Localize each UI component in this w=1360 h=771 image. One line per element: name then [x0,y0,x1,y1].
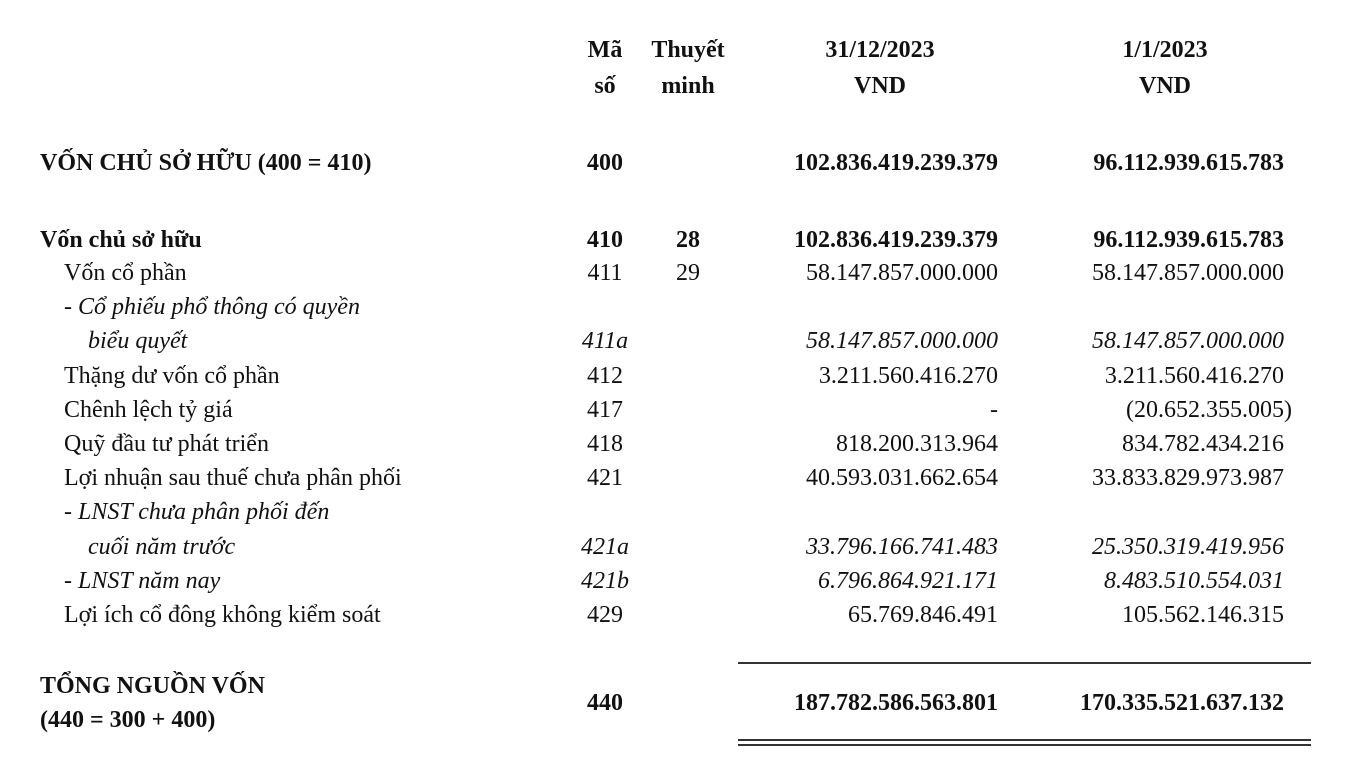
header-col-a-unit: VND [854,73,906,99]
row-411a-label-line1: - Cổ phiếu phổ thông có quyền [64,294,360,320]
header-col-a-date: 31/12/2023 [825,37,935,63]
row-421a-label-line1: - LNST chưa phân phối đến [64,499,330,525]
row-418-label: Quỹ đầu tư phát triển [64,431,269,457]
row-417-label: Chênh lệch tỷ giá [64,397,233,423]
row-421b-value-a: 6.796.864.921.171 [818,568,998,594]
row-411-value-a: 58.147.857.000.000 [806,260,998,286]
row-440-code: 440 [587,690,623,716]
header-thuyet-minh-line2: minh [661,73,715,99]
row-411-note: 29 [676,260,700,286]
row-421-value-a: 40.593.031.662.654 [806,465,998,491]
row-418-value-b: 834.782.434.216 [1122,431,1284,457]
total-top-rule [738,662,1311,664]
row-440-label-line1: TỔNG NGUỒN VỐN [40,673,265,699]
row-412-code: 412 [587,363,623,389]
row-411a-value-a: 58.147.857.000.000 [806,328,998,354]
row-429-label: Lợi ích cổ đông không kiểm soát [64,602,381,628]
row-410-code: 410 [587,227,623,253]
header-col-b-date: 1/1/2023 [1122,37,1208,63]
header-ma-so-line2: số [594,73,616,99]
row-421a-label-line2: cuối năm trước [88,534,236,560]
row-410-value-a: 102.836.419.239.379 [794,227,998,253]
row-421b-value-b: 8.483.510.554.031 [1104,568,1284,594]
header-ma-so-line1: Mã [587,37,623,63]
row-421b-code: 421b [581,568,629,594]
row-410-label: Vốn chủ sở hữu [40,227,202,253]
row-421-value-b: 33.833.829.973.987 [1092,465,1284,491]
row-410-value-b: 96.112.939.615.783 [1093,227,1284,253]
row-412-value-a: 3.211.560.416.270 [818,363,998,389]
header-col-b-unit: VND [1139,73,1191,99]
row-411a-value-b: 58.147.857.000.000 [1092,328,1284,354]
row-400-label: VỐN CHỦ SỞ HỮU (400 = 410) [40,150,372,176]
row-411a-code: 411a [581,328,629,354]
row-412-value-b: 3.211.560.416.270 [1104,363,1284,389]
row-412-label: Thặng dư vốn cổ phần [64,363,280,389]
row-418-code: 418 [587,431,623,457]
row-411-code: 411 [587,260,623,286]
row-421b-label: - LNST năm nay [64,568,221,594]
row-400-value-b: 96.112.939.615.783 [1093,150,1284,176]
row-429-value-b: 105.562.146.315 [1122,602,1284,628]
row-411a-label-line2: biểu quyết [88,328,188,354]
row-411-label: Vốn cổ phần [64,260,187,286]
row-400-value-a: 102.836.419.239.379 [794,150,998,176]
row-429-value-a: 65.769.846.491 [848,602,998,628]
row-440-value-b: 170.335.521.637.132 [1080,690,1284,716]
row-411-value-b: 58.147.857.000.000 [1092,260,1284,286]
row-421a-value-b: 25.350.319.419.956 [1092,534,1284,560]
row-421a-code: 421a [581,534,629,560]
total-double-rule-upper [738,739,1311,741]
row-410-note: 28 [676,227,700,253]
row-417-value-a: - [990,397,998,423]
row-400-code: 400 [587,150,623,176]
row-417-code: 417 [587,397,623,423]
row-429-code: 429 [587,602,623,628]
row-421a-value-a: 33.796.166.741.483 [806,534,998,560]
row-418-value-a: 818.200.313.964 [836,431,998,457]
row-421-code: 421 [587,465,623,491]
total-double-rule-lower [738,744,1311,746]
row-440-label-line2: (440 = 300 + 400) [40,707,216,733]
row-417-value-b: (20.652.355.005) [1126,397,1292,423]
row-440-value-a: 187.782.586.563.801 [794,690,998,716]
header-thuyet-minh-line1: Thuyết [651,37,725,63]
row-421-label: Lợi nhuận sau thuế chưa phân phối [64,465,402,491]
